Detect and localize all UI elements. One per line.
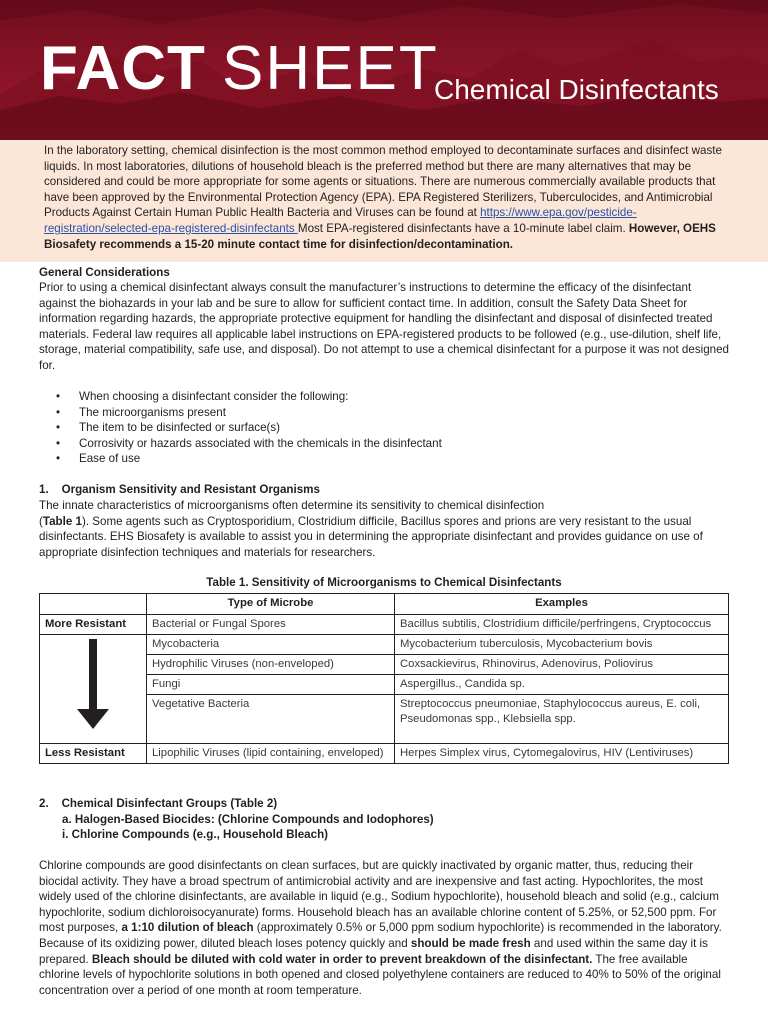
intro-text: In the laboratory setting, chemical disinfection is the most common method employed to decontaminate surfaces and disinfect waste liquids. In most laboratories, dilutions of household bleach is the preferred method but there are many alternatives that may be considered and could be more appropriate for some agents or situations. There are numerous commercially available products that have been approved by the Environmental Protection Agency (EPA). EPA Registered Sterilizers, Tuberculocides, and Antimicrobial Products Against Certain Human Public Health Bacteria and Viruses can be found at <box>44 144 722 220</box>
table-1-reference: Table 1 <box>42 514 82 528</box>
epa-link[interactable]: https://www.epa.gov/pesticide-registration/selected-epa-registered-disinfectants <box>44 206 637 235</box>
sensitivity-table <box>39 593 729 764</box>
bullet-icon: • <box>56 452 61 466</box>
resistance-arrow-cell <box>40 635 147 744</box>
intro-bold-recommendation: However, OEHS Biosafety recommends a 15-20 minute contact time for disinfection/decontamination. <box>44 221 716 251</box>
more-resistant-label: More Resistant <box>40 615 147 635</box>
table-header-microbe: Type of Microbe <box>147 594 395 615</box>
section-2-heading: 2. Chemical Disinfectant Groups (Table 2) a. Halogen-Based Biocides: (Chlorine Compounds and Iodophores) i. Chlorine Compounds (e.g., Household Bleach) <box>39 796 729 843</box>
intro-text-2: Most EPA-registered disinfectants have a 10-minute label claim. <box>297 221 629 235</box>
table-row: Less Resistant Lipophilic Viruses (lipid containing, enveloped) Herpes Simplex virus, Cytomegalovirus, HIV (Lentiviruses) <box>40 744 729 764</box>
table-row: Vegetative Bacteria Streptococcus pneumoniae, Staphylococcus aureus, E. coli, Pseudomonas spp., Klebsiella spp. <box>40 695 729 744</box>
bullet-icon: • <box>56 390 61 403</box>
section-2a-heading: a. Halogen-Based Biocides: (Chlorine Compounds and Iodophores) <box>62 812 434 826</box>
title-sheet: SHEET <box>222 34 439 103</box>
section-1-heading: 1. Organism Sensitivity and Resistant Organisms <box>39 483 320 496</box>
list-item: • When choosing a disinfectant consider the following: <box>56 390 349 403</box>
table-header-blank <box>40 594 147 615</box>
table-row: Fungi Aspergillus., Candida sp. <box>40 675 729 695</box>
intro-box <box>0 140 768 262</box>
chlorine-paragraph: Chlorine compounds are good disinfectants on clean surfaces, but are quickly inactivated by organic matter, thus, reducing their biocidal activity. They have a broad spectrum of antimicrobial activity and are inexpensive and fast acting. Hypochlorites, the most widely used of the chlorine disinfectants, are available in liquid (e.g., Sodium hypochlorite), household bleach and solid (e.g., calcium hypochlorite, sodium dichloroisocyanurate) forms. Household bleach has an available chlorine content of 5.25%, or 52,500 ppm. For most purposes, a 1:10 dilution of bleach (approximately 0.5% or 5,000 ppm sodium hypochlorite) is recommended in the laboratory. Because of its oxidizing power, diluted bleach loses potency quickly and should be made fresh and used within the same day it is prepared. Bleach should be diluted with cold water in order to prevent breakdown of the disinfectant. The free available chlorine levels of hypochlorite solutions in both opened and closed polyethylene containers are reduced to 40% to 50% of the original concentration over a period of one month at room temperature. <box>39 859 722 997</box>
table-row: More Resistant Bacterial or Fungal Spores Bacillus subtilis, Clostridium difficile/perfringens, Cryptococcus <box>40 615 729 635</box>
considerations-list <box>56 389 442 467</box>
table-1-caption: Table 1. Sensitivity of Microorganisms to Chemical Disinfectants <box>206 576 562 589</box>
intro-paragraph <box>44 143 728 252</box>
page-subtitle: Chemical Disinfectants <box>434 74 719 105</box>
section-1-body: The innate characteristics of microorganisms often determine its sensitivity to chemical disinfection (Table 1). Some agents such as Cryptosporidium, Clostridium difficile, Bacillus spores and prions are very resistant to the usual disinfectants. EHS Biosafety is available to assist you in determining the appropriate disinfectant and provides guidance on use of appropriate disinfection techniques and materials for researchers. <box>39 499 703 559</box>
table-row: Hydrophilic Viruses (non-enveloped) Coxsackievirus, Rhinovirus, Adenovirus, Poliovirus <box>40 655 729 675</box>
list-item: • Corrosivity or hazards associated with the chemicals in the disinfectant <box>56 436 442 450</box>
bullet-icon: • <box>56 421 61 435</box>
bullet-icon: • <box>56 436 61 450</box>
table-header-row <box>40 594 729 615</box>
list-item: • The microorganisms present <box>56 405 226 419</box>
bullet-icon: • <box>56 405 61 419</box>
list-item: • Ease of use <box>56 452 141 466</box>
header-banner <box>0 0 768 140</box>
table-header-examples: Examples <box>395 594 729 615</box>
list-item: • The item to be disinfected or surface(s) <box>56 421 281 435</box>
less-resistant-label: Less Resistant <box>40 744 147 764</box>
table-row: Mycobacteria Mycobacterium tuberculosis, Mycobacterium bovis <box>40 635 729 655</box>
section-2ai-heading: i. Chlorine Compounds (e.g., Household Bleach) <box>62 828 329 842</box>
title-fact: FACT <box>40 34 206 103</box>
down-arrow-icon <box>73 637 113 733</box>
general-considerations-heading: General Considerations <box>39 266 170 279</box>
general-considerations-body: Prior to using a chemical disinfectant always consult the manufacturer’s instructions to determine the efficacy of the disinfectant against the biohazards in your lab and be sure to allow for sufficient contact time. In addition, consult the Safety Data Sheet for information regarding hazards, the appropriate protective equipment for handling the disinfectant and disposal of disinfected treated materials. Federal law requires all applicable label instructions on EPA-registered products to be followed (e.g., use-dilution, shelf life, storage, material compatibility, safe use, and disposal). Do not attempt to use a chemical disinfectant for a purpose it was not designed for. <box>39 281 729 372</box>
